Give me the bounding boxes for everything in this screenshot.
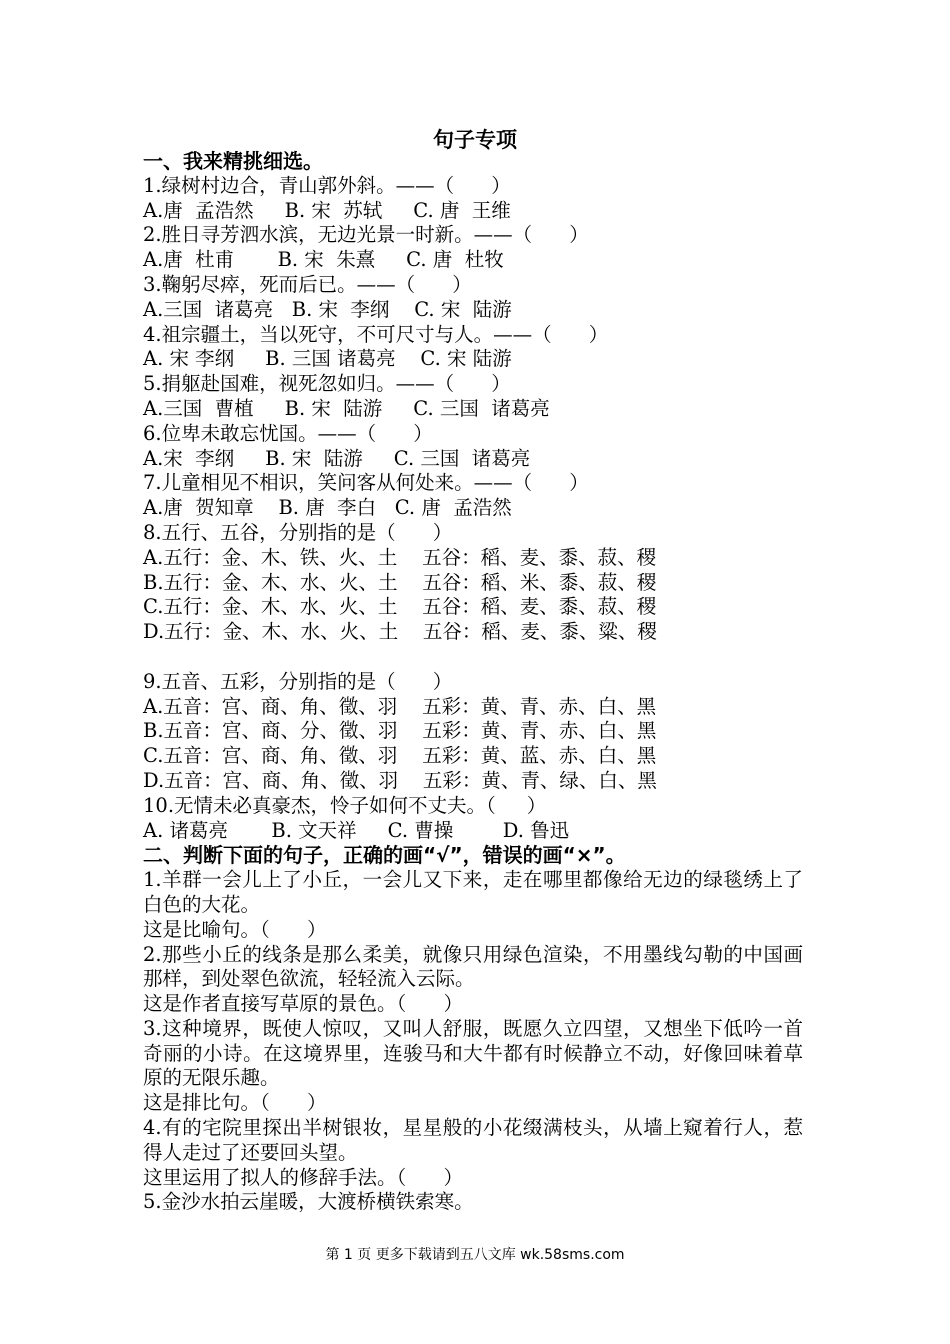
question-7: 7.儿童相见不相识，笑问客从何处来。——（ ）	[143, 471, 589, 495]
page-title: 句子专项	[433, 128, 517, 152]
question-8-option-c: C.五行：金、木、水、火、土 五谷：稻、麦、黍、菽、稷	[143, 595, 657, 619]
blank-line	[143, 645, 803, 670]
question-8-option-a: A.五行：金、木、铁、火、土 五谷：稻、麦、黍、菽、稷	[143, 545, 657, 569]
question-7-options: A.唐 贺知章 B. 唐 李白 C. 唐 孟浩然	[143, 496, 512, 520]
question-3-options: A.三国 诸葛亮 B. 宋 李纲 C. 宋 陆游	[143, 297, 512, 321]
question-2-options: A.唐 杜甫 B. 宋 朱熹 C. 唐 杜牧	[143, 248, 504, 272]
section-1-heading: 一、我来精挑细选。	[143, 149, 323, 173]
question-2: 2.胜日寻芳泗水滨，无边光景一时新。——（ ）	[143, 223, 589, 247]
sentence-5: 5.金沙水拍云崖暖，大渡桥横铁索寒。	[143, 1190, 474, 1214]
question-4: 4.祖宗疆土，当以死守，不可尺寸与人。——（ ）	[143, 322, 609, 346]
sentence-3: 3.这种境界，既使人惊叹，又叫人舒服，既愿久立四望，又想坐下低吟一首奇丽的小诗。在这境界里，连骏马和大牛都有时候静立不动，好像回味着草原的无限乐趣。	[143, 1016, 803, 1090]
document-body	[143, 149, 803, 1215]
sentence-4-judgement: 这里运用了拟人的修辞手法。（ ）	[143, 1165, 463, 1189]
sentence-2: 2.那些小丘的线条是那么柔美，就像只用绿色渲染，不用墨线勾勒的中国画那样，到处翠色欲流，轻轻流入云际。	[143, 942, 803, 991]
question-9-option-c: C.五音：宫、商、角、徵、羽 五彩：黄、蓝、赤、白、黑	[143, 744, 657, 768]
question-8-option-b: B.五行：金、木、水、火、土 五谷：稻、米、黍、菽、稷	[143, 570, 657, 594]
sentence-4: 4.有的宅院里探出半树银妆，星星般的小花缀满枝头，从墙上窥着行人，惹得人走过了还要回头望。	[143, 1116, 803, 1164]
sentence-3-judgement: 这是排比句。（ ）	[143, 1091, 327, 1115]
question-9-option-a: A.五音：宫、商、角、徵、羽 五彩：黄、青、赤、白、黑	[143, 694, 657, 718]
question-6-options: A.宋 李纲 B. 宋 陆游 C. 三国 诸葛亮	[143, 446, 531, 470]
sentence-2-judgement: 这是作者直接写草原的景色。（ ）	[143, 992, 463, 1016]
question-6: 6.位卑未敢忘忧国。——（ ）	[143, 421, 433, 445]
section-2-heading: 二、判断下面的句子，正确的画“√”，错误的画“×”。	[143, 843, 626, 868]
question-8-option-d: D.五行：金、木、水、火、土 五谷：稻、麦、黍、粱、稷	[143, 620, 657, 644]
question-10: 10.无情未必真豪杰，怜子如何不丈夫。（ ）	[143, 793, 547, 817]
question-1-options: A.唐 孟浩然 B. 宋 苏轼 C. 唐 王维	[143, 198, 511, 222]
question-5: 5.捐躯赴国难，视死忽如归。——（ ）	[143, 372, 511, 396]
question-9: 9.五音、五彩，分别指的是（ ）	[143, 669, 453, 693]
question-3: 3.鞠躬尽瘁，死而后已。——（ ）	[143, 272, 472, 296]
sentence-1: 1.羊群一会儿上了小丘，一会儿又下来，走在哪里都像给无边的绿毯绣上了白色的大花。	[143, 868, 803, 916]
question-9-option-b: B.五音：宫、商、分、徵、羽 五彩：黄、青、赤、白、黑	[143, 719, 657, 743]
question-9-option-d: D.五音：宫、商、角、徵、羽 五彩：黄、青、绿、白、黑	[143, 768, 657, 792]
question-5-options: A.三国 曹植 B. 宋 陆游 C. 三国 诸葛亮	[143, 396, 550, 420]
question-1: 1.绿树村边合，青山郭外斜。——（ ）	[143, 173, 511, 197]
question-8: 8.五行、五谷，分别指的是（ ）	[143, 520, 453, 544]
page-footer: 第 1 页 更多下载请到五八文库 wk.58sms.com	[325, 1247, 625, 1263]
sentence-1-judgement: 这是比喻句。（ ）	[143, 917, 327, 941]
question-4-options: A. 宋 李纲 B. 三国 诸葛亮 C. 宋 陆游	[143, 347, 512, 371]
question-10-options: A. 诸葛亮 B. 文天祥 C. 曹操 D. 鲁迅	[143, 818, 570, 842]
